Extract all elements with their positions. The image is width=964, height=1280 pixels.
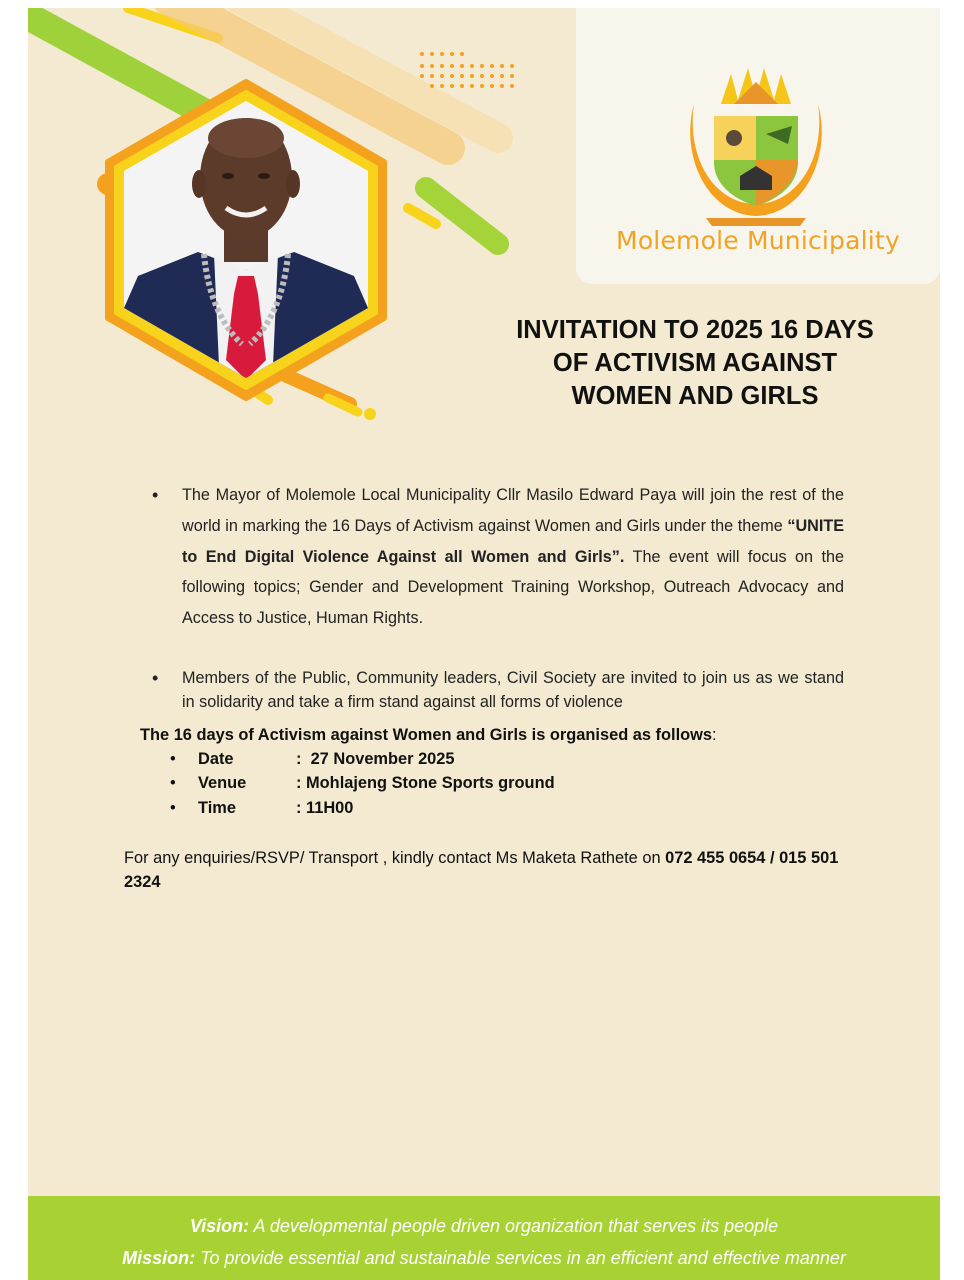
bullet-dot-icon: • xyxy=(170,799,176,817)
mission-text: To provide essential and sustainable services in an efficient and effective manner xyxy=(195,1248,846,1268)
invitation-poster xyxy=(28,8,940,1280)
event-theme: “UNITE to End Digital Violence Against all Women and Girls”. xyxy=(182,516,844,566)
mission-statement xyxy=(28,1248,940,1269)
bullet-2-text: Members of the Public, Community leaders, Civil Society are invited to join us as we stand in solidarity and take a firm stand against all forms of violence xyxy=(182,669,862,711)
bullet-mayor-statement xyxy=(152,480,845,634)
bullet-dot-icon: • xyxy=(152,668,159,688)
vision-label: Vision: xyxy=(189,1216,250,1236)
page-title xyxy=(468,314,922,413)
bullet-dot-icon: • xyxy=(152,485,159,505)
schedule-intro-text: The 16 days of Activism against Women and Girls is organised as follows xyxy=(140,726,713,744)
bullet-dot-icon: • xyxy=(170,774,176,792)
schedule-label: Venue xyxy=(198,774,247,792)
mission-label: Mission: xyxy=(122,1248,196,1268)
bullet-dot-icon: • xyxy=(170,750,176,768)
schedule-value: : 11H00 xyxy=(296,799,354,817)
contact-phone-numbers: 072 455 0654 / 015 501 2324 xyxy=(124,849,839,891)
municipality-name: Molemole Municipality xyxy=(616,226,900,255)
title-line-1: INVITATION TO 2025 16 DAYS xyxy=(516,316,874,344)
bullet-1-text-a: The Mayor of Molemole Local Municipality Cllr Masilo Edward Paya will join the rest of the world in marking the 16 Days of Activism against Women and Girls under the theme xyxy=(182,486,844,535)
contact-text: For any enquiries/RSVP/ Transport , kindly contact Ms Maketa Rathete on xyxy=(124,849,666,867)
bullet-public-invite xyxy=(152,666,862,714)
contact-info xyxy=(124,846,864,894)
municipality-crest-icon xyxy=(676,64,836,234)
schedule-label: Date xyxy=(198,750,234,768)
schedule-value: : 27 November 2025 xyxy=(296,750,455,768)
title-line-2: OF ACTIVISM AGAINST xyxy=(552,349,838,377)
schedule-intro xyxy=(140,726,717,745)
schedule-label: Time xyxy=(198,799,236,817)
schedule-intro-colon: : xyxy=(712,726,717,744)
vision-statement xyxy=(28,1216,940,1237)
vision-text: A developmental people driven organization that serves its people xyxy=(249,1216,779,1236)
vision-mission-footer xyxy=(28,1196,940,1280)
municipality-logo-card xyxy=(576,8,940,284)
title-line-3: WOMEN AND GIRLS xyxy=(571,382,819,410)
bullet-1-text-b: The event will focus on the following topics; Gender and Development Training Workshop, Outreach Advocacy and Access to Justice, Human Rights. xyxy=(182,547,845,628)
schedule-value: : Mohlajeng Stone Sports ground xyxy=(296,774,555,792)
